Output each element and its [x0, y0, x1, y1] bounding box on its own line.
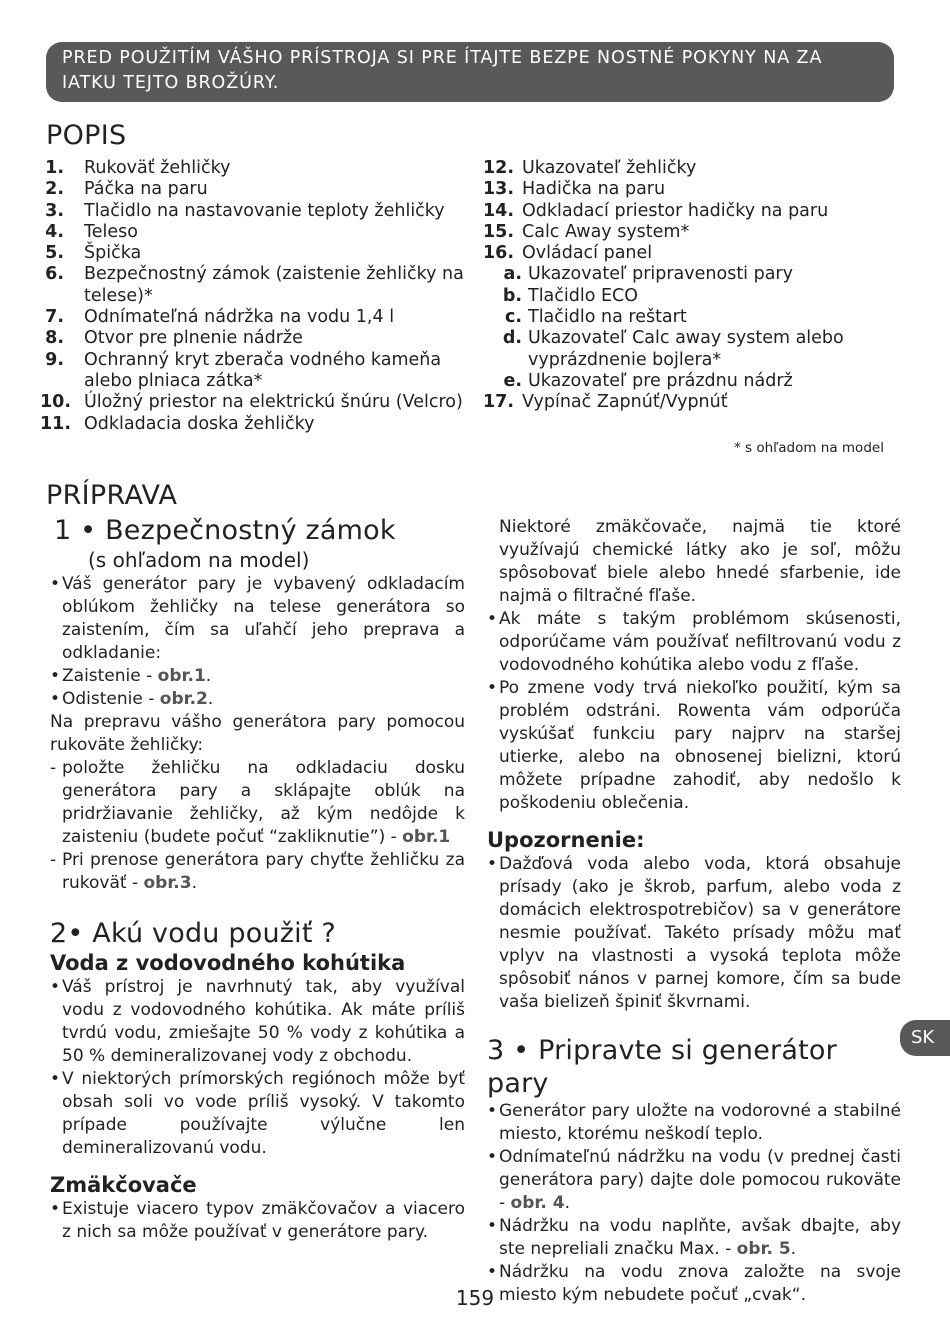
list-item: [44, 307, 464, 328]
paragraph: • Ak máte s takým problémom skúsenosti, odporúčame vám používať nefiltrovanú vodu z vodovodného kohútika alebo vodu z fľaše.: [487, 608, 901, 677]
figure-ref: obr.1: [157, 666, 206, 686]
sub-list-item: [480, 286, 895, 307]
item-label: Odkladací priestor hadičky na paru: [522, 200, 829, 221]
safety-banner: PRED POUŽITÍM VÁŠHO PRÍSTROJA SI PRE ÍTAJTE BEZPE NOSTNÉ POKYNY NA ZA IATKU TEJTO BROŽÚRY.: [46, 42, 894, 102]
item-label: Páčka na paru: [84, 179, 208, 200]
list-item: [39, 392, 464, 413]
sub-list-item: [480, 307, 895, 328]
list-item: [44, 179, 464, 200]
sub-list-item: [480, 264, 895, 285]
item-label: Teleso: [84, 221, 138, 242]
section-3-title: 3 • Pripravte si generátor pary: [487, 1035, 837, 1099]
text: Zaistenie -: [62, 666, 158, 686]
paragraph: • Po zmene vody trvá niekoľko použití, kým sa problém odstráni. Rowenta vám odporúča vyskúšať funkciu pary najprv na staršej utierke, alebo na obnosenej bielizni, ktorú môžete prípadne zahodiť, aby nedošlo k poškodeniu oblečenia.: [487, 677, 901, 815]
sub-list-item: [480, 371, 895, 392]
item-label: Calc Away system*: [522, 221, 690, 242]
text: Pri prenose generátora pary chyťte žehličku za rukoväť -: [62, 850, 465, 893]
item-label: Odkladacia doska žehličky: [84, 413, 315, 434]
section-2-title: 2• Akú vodu použiť ?: [50, 918, 336, 949]
paragraph: • Zaistenie - obr.1.: [50, 665, 465, 688]
list-item: [480, 243, 895, 264]
item-letter: b.: [502, 285, 522, 306]
item-label: Otvor pre plnenie nádrže: [84, 328, 303, 349]
tap-water-heading: Voda z vodovodného kohútika: [50, 951, 406, 975]
item-number: 12.: [482, 158, 514, 178]
item-label: Tlačidlo na reštart: [528, 307, 687, 328]
item-number: 2.: [45, 179, 64, 200]
paragraph: - Pri prenose generátora pary chyťte žehličku za rukoväť - obr.3.: [50, 849, 465, 895]
paragraph: • Váš generátor pary je vybavený odkladacím oblúkom žehličky na telese generátora so zaistením, čím sa uľahčí jeho preprava a odkladanie:: [50, 573, 465, 665]
list-item: [480, 179, 895, 200]
text: položte žehličku na odkladaciu dosku generátora pary a sklápajte oblúk na pridržiavanie žehličky, až kým nedôjde k zaisteniu (budete počuť “zakliknutie”) -: [62, 758, 465, 847]
section-1-title: 1 • Bezpečnostný zámok: [54, 515, 396, 546]
model-footnote: * s ohľadom na model: [734, 440, 884, 456]
item-label: Vypínač Zapnúť/Vypnúť: [522, 392, 728, 413]
right-column: [487, 516, 901, 1307]
item-letter: c.: [504, 307, 522, 328]
sub-list-item: [480, 328, 895, 371]
paragraph: • Odnímateľnú nádržku na vodu (v prednej časti generátora pary) dajte dole pomocou rukoväte - obr. 4.: [487, 1146, 901, 1215]
item-letter: a.: [503, 264, 522, 285]
item-label: Úložný priestor na elektrickú šnúru (Velcro): [84, 392, 463, 413]
warning-heading: Upozornenie:: [487, 828, 645, 852]
paragraph: • Nádržku na vodu naplňte, avšak dbajte, aby ste nepreliali značku Max. - obr. 5.: [487, 1215, 901, 1261]
text: Nádržku na vodu naplňte, avšak dbajte, aby ste nepreliali značku Max. -: [499, 1216, 901, 1259]
paragraph: • Odistenie - obr.2.: [50, 688, 465, 711]
item-label: Ukazovateľ pripravenosti pary: [528, 264, 793, 285]
text: Odistenie -: [62, 689, 160, 709]
item-number: 8.: [45, 328, 64, 349]
paragraph: • Nádržku na vodu znova založte na svoje miesto kým nebudete počuť „cvak“.: [487, 1261, 901, 1307]
popis-heading: POPIS: [46, 120, 127, 151]
item-label: Ovládací panel: [522, 243, 653, 264]
section-1-subtitle: (s ohľadom na model): [88, 548, 310, 572]
figure-ref: obr.3: [143, 873, 192, 893]
list-item: [480, 201, 895, 222]
paragraph: • Generátor pary uložte na vodorovné a stabilné miesto, ktorému neškodí teplo.: [487, 1100, 901, 1146]
figure-ref: obr.1: [402, 827, 451, 847]
item-number: 5.: [45, 243, 64, 264]
item-label: Odnímateľná nádržka na vodu 1,4 l: [84, 307, 395, 328]
parts-list-left: [39, 158, 464, 435]
item-label: Ochranný kryt zberača vodného kameňa alebo plniaca zátka*: [84, 349, 442, 391]
list-item: [44, 350, 464, 393]
list-item: [44, 222, 464, 243]
item-label: Tlačidlo na nastavovanie teploty žehličky: [84, 200, 445, 221]
paragraph: • Váš prístroj je navrhnutý tak, aby využíval vodu z vodovodného kohútika. Ak máte príliš tvrdú vodu, zmiešajte 50 % vody z kohútika a 50 % demineralizovanej vody z obchodu.: [50, 976, 465, 1068]
item-letter: e.: [503, 370, 522, 391]
item-number: 7.: [45, 307, 64, 328]
item-label: Ukazovateľ Calc away system alebo vyprázdnenie bojlera*: [528, 328, 844, 370]
item-label: Tlačidlo ECO: [528, 285, 639, 306]
item-label: Hadička na paru: [522, 179, 666, 200]
item-number: 17.: [482, 392, 514, 413]
list-item: [480, 392, 895, 413]
item-label: Ukazovateľ žehličky: [522, 158, 697, 178]
item-label: Ukazovateľ pre prázdnu nádrž: [528, 370, 793, 391]
paragraph: • Existuje viacero typov zmäkčovačov a viacero z nich sa môže používať v generátore pary.: [50, 1198, 465, 1244]
paragraph: Niektoré zmäkčovače, najmä tie ktoré využívajú chemické látky ako je soľ, môžu spôsobovať biele alebo hnedé sfarbenie, ide najmä o filtračné fľaše.: [499, 517, 901, 606]
list-item: [44, 201, 464, 222]
item-number: 6.: [45, 264, 64, 285]
item-label: Rukoväť žehličky: [84, 158, 231, 178]
language-tab: SK: [900, 1020, 950, 1056]
item-number: 4.: [45, 221, 64, 242]
item-number: 9.: [45, 349, 64, 370]
priprava-heading: PRÍPRAVA: [46, 480, 178, 511]
item-label: Špička: [84, 243, 142, 264]
item-number: 10.: [39, 392, 71, 413]
item-number: 3.: [45, 200, 64, 221]
list-item: [480, 222, 895, 243]
item-number: 15.: [482, 221, 514, 242]
item-letter: d.: [502, 328, 522, 349]
paragraph: • V niektorých prímorských regiónoch môže byť obsah soli vo vode príliš vysoký. V takomto prípade používajte výlučne len demineralizovanú vodu.: [50, 1068, 465, 1160]
paragraph: Na prepravu vášho generátora pary pomocou rukoväte žehličky:: [50, 712, 465, 755]
item-number: 1.: [45, 158, 64, 178]
list-item: [480, 158, 895, 179]
list-item: [44, 264, 464, 307]
text: Odnímateľnú nádržku na vodu (v prednej časti generátora pary) dajte dole pomocou rukoväte -: [499, 1147, 901, 1213]
item-number: 11.: [39, 413, 71, 434]
left-column: [50, 514, 465, 1244]
parts-list-right: [480, 158, 895, 414]
list-item: [44, 243, 464, 264]
figure-ref: obr. 5: [736, 1239, 791, 1259]
page-number: 159: [455, 1286, 495, 1310]
item-number: 13.: [482, 179, 514, 200]
item-label: Bezpečnostný zámok (zaistenie žehličky na telese)*: [84, 264, 464, 306]
item-number: 16.: [482, 243, 514, 264]
list-item: [44, 328, 464, 349]
figure-ref: obr.2: [159, 689, 208, 709]
figure-ref: obr. 4: [510, 1193, 565, 1213]
item-number: 14.: [482, 200, 514, 221]
list-item: [39, 413, 464, 435]
paragraph: [50, 757, 465, 849]
softeners-heading: Zmäkčovače: [50, 1173, 197, 1197]
list-item: [44, 158, 464, 179]
paragraph: • Dažďová voda alebo voda, ktorá obsahuje prísady (ako je škrob, parfum, alebo voda z domácich elektrospotrebičov) sa v generátore nesmie používať. Takéto prísady môžu mať vplyv na vlastnosti a vysoká teplota môže spôsobiť nános v parnej komore, čím sa bude vaša bielizeň špiniť škvrnami.: [487, 853, 901, 1014]
